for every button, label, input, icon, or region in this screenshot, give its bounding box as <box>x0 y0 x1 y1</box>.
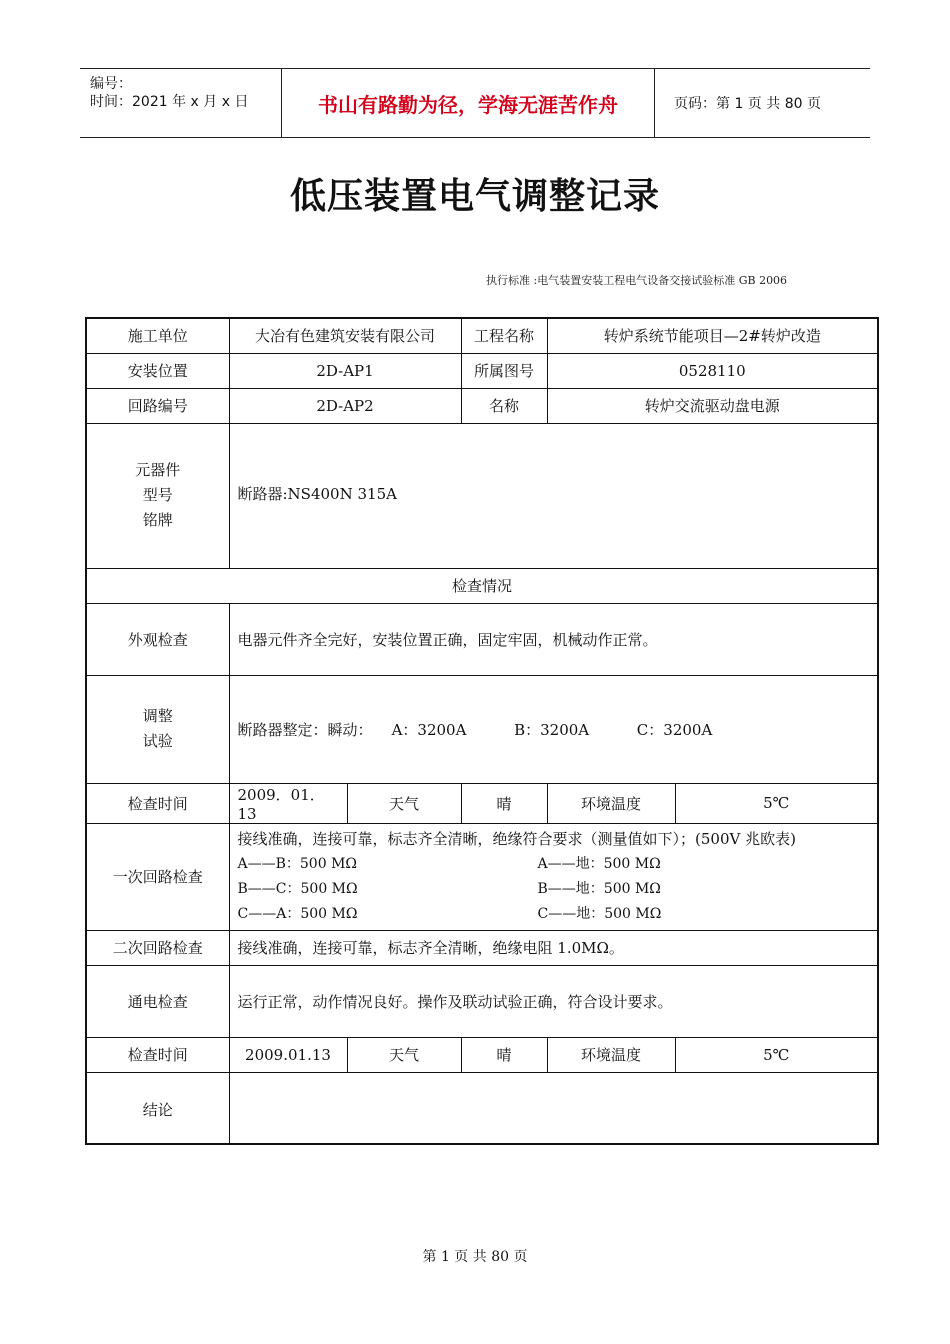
insulation-row <box>238 902 870 927</box>
component-label-line: 型号 <box>142 486 173 504</box>
adjust-label-line: 调整 <box>142 707 173 725</box>
table-row <box>86 675 878 783</box>
drawing-value: 0528110 <box>547 353 878 388</box>
insulation-ab: A——B：500 MΩ <box>237 855 358 872</box>
table-row <box>86 783 878 823</box>
drawing-label: 所属图号 <box>461 353 547 388</box>
primary-circuit-label: 一次回路检查 <box>86 823 229 930</box>
name-label: 名称 <box>461 388 547 423</box>
component-label <box>86 423 229 568</box>
table-row <box>86 1072 878 1144</box>
standard-reference: 执行标准 :电气装置安装工程电气设备交接试验标准 GB 2006 <box>486 274 788 287</box>
temperature-value: 5℃ <box>675 1037 878 1072</box>
adjust-label-line: 试验 <box>142 732 173 750</box>
primary-circuit-summary: 接线准确，连接可靠，标志齐全清晰，绝缘符合要求（测量值如下）；(500V 兆欧表) <box>237 829 796 848</box>
adjustment-record-table <box>85 317 879 1145</box>
insulation-row <box>238 877 870 902</box>
check-time-label: 检查时间 <box>86 783 229 823</box>
insulation-bc: B——C：500 MΩ <box>237 880 358 897</box>
secondary-circuit-value: 接线准确，连接可靠，标志齐全清晰，绝缘电阻 1.0MΩ。 <box>229 930 878 965</box>
table-row <box>86 965 878 1037</box>
temperature-label: 环境温度 <box>547 1037 675 1072</box>
circuit-label: 回路编号 <box>86 388 229 423</box>
insulation-a-ground: A——地：500 MΩ <box>537 855 661 872</box>
circuit-value: 2D-AP2 <box>229 388 461 423</box>
insulation-ca: C——A：500 MΩ <box>237 905 358 922</box>
name-value: 转炉交流驱动盘电源 <box>547 388 878 423</box>
table-row <box>86 423 878 568</box>
project-value: 转炉系统节能项目—2#转炉改造 <box>547 318 878 353</box>
code-label: 编号： <box>90 76 132 92</box>
insulation-c-ground: C——地：500 MΩ <box>537 905 662 922</box>
unit-value: 大冶有色建筑安装有限公司 <box>229 318 461 353</box>
temperature-value: 5℃ <box>675 783 878 823</box>
document-title: 低压装置电气调整记录 <box>289 176 660 217</box>
location-label: 安装位置 <box>86 353 229 388</box>
adjust-test-label <box>86 675 229 783</box>
adjust-test-value: 断路器整定：瞬动： A：3200A B：3200A C：3200A <box>229 675 878 783</box>
page-label: 页码：第 1 页 共 80 页 <box>674 96 821 112</box>
table-row <box>86 568 878 603</box>
table-row <box>86 388 878 423</box>
component-label-line: 铭牌 <box>142 511 173 529</box>
component-label-line: 元器件 <box>135 461 181 479</box>
check-time-label: 检查时间 <box>86 1037 229 1072</box>
page-header <box>80 68 870 138</box>
unit-label: 施工单位 <box>86 318 229 353</box>
conclusion-value <box>229 1072 878 1144</box>
table-row <box>86 1037 878 1072</box>
weather-label: 天气 <box>347 783 461 823</box>
table-row <box>86 823 878 930</box>
check-time-value: 2009．01．13 <box>229 783 347 823</box>
location-value: 2D-AP1 <box>229 353 461 388</box>
power-on-label: 通电检查 <box>86 965 229 1037</box>
table-row <box>86 930 878 965</box>
weather-label: 天气 <box>347 1037 461 1072</box>
header-page-number <box>664 69 870 137</box>
table-row <box>86 603 878 675</box>
visual-check-value: 电器元件齐全完好，安装位置正确，固定牢固，机械动作正常。 <box>229 603 878 675</box>
page-footer: 第 1 页 共 80 页 <box>422 1249 528 1265</box>
weather-value: 晴 <box>461 783 547 823</box>
header-motto: 书山有路勤为径，学海无涯苦作舟 <box>281 69 655 137</box>
table-row <box>86 353 878 388</box>
power-on-value: 运行正常，动作情况良好。操作及联动试验正确，符合设计要求。 <box>229 965 878 1037</box>
visual-check-label: 外观检查 <box>86 603 229 675</box>
primary-circuit-value <box>229 823 878 930</box>
project-label: 工程名称 <box>461 318 547 353</box>
table-row <box>86 318 878 353</box>
component-value: 断路器:NS400N 315A <box>229 423 878 568</box>
conclusion-label: 结论 <box>86 1072 229 1144</box>
insulation-row <box>238 852 870 877</box>
temperature-label: 环境温度 <box>547 783 675 823</box>
time-label: 时间：2021 年 x 月 x 日 <box>90 94 249 110</box>
inspection-heading: 检查情况 <box>86 568 878 603</box>
check-time-value: 2009.01.13 <box>229 1037 347 1072</box>
weather-value: 晴 <box>461 1037 547 1072</box>
header-meta <box>80 69 280 137</box>
insulation-b-ground: B——地：500 MΩ <box>537 880 661 897</box>
secondary-circuit-label: 二次回路检查 <box>86 930 229 965</box>
